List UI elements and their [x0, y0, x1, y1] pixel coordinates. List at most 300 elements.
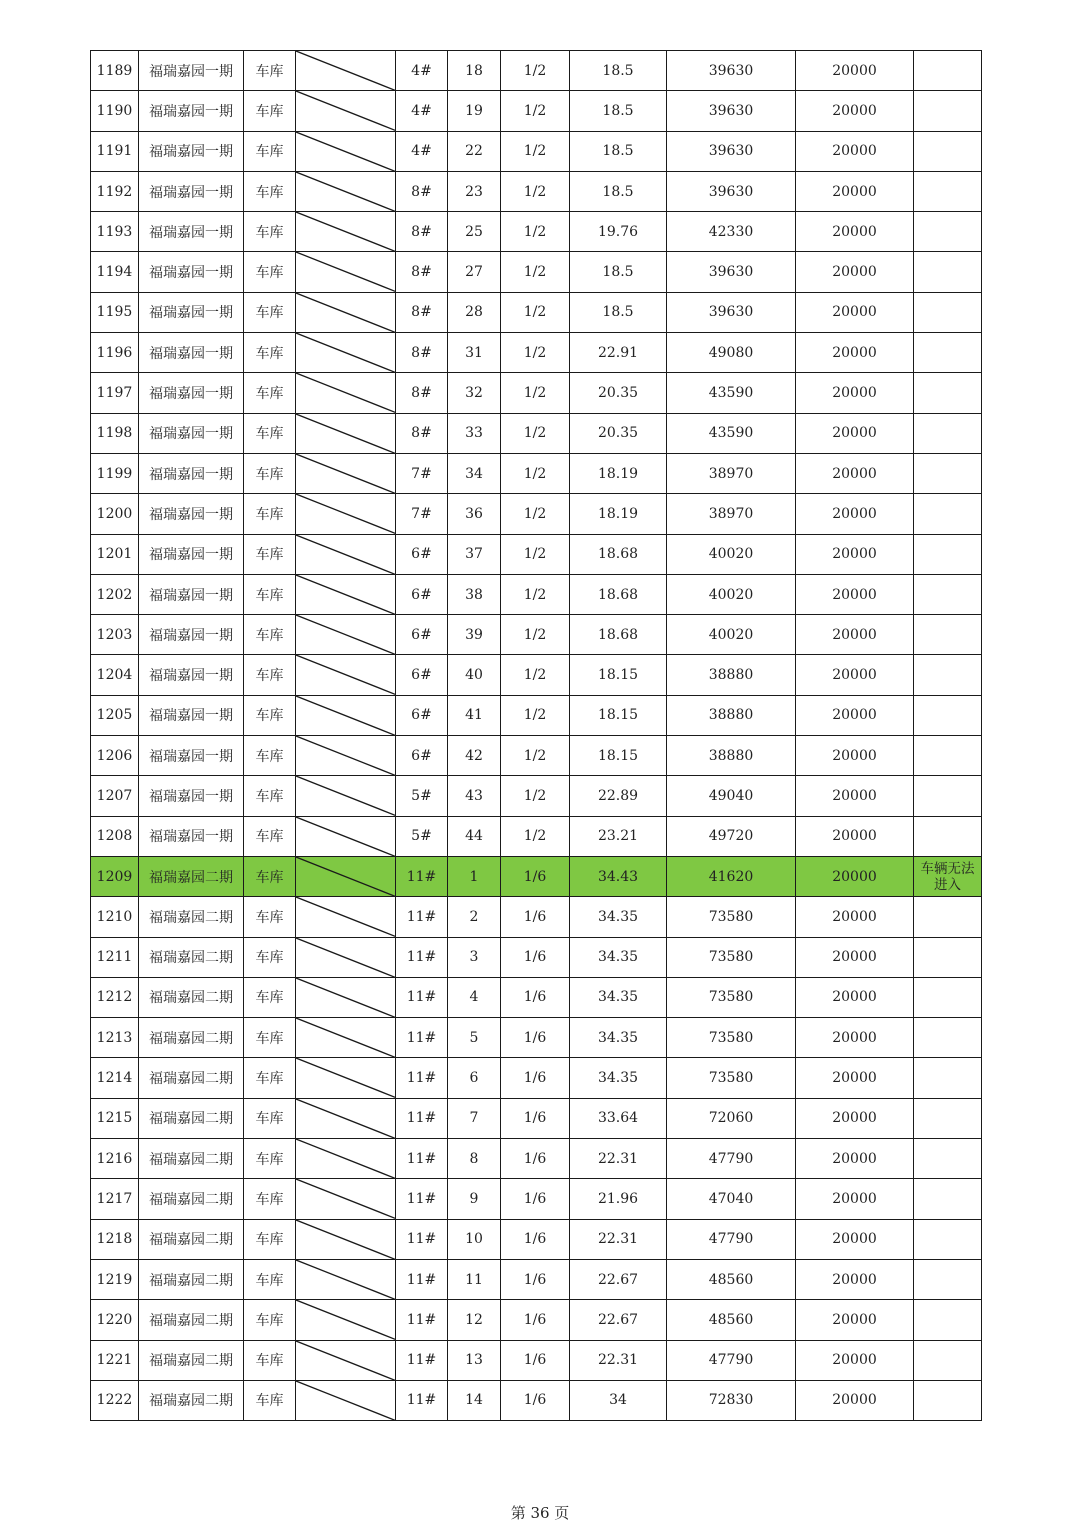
area-cell: 18.15: [570, 695, 667, 735]
share-ratio-cell: 1/6: [501, 937, 570, 977]
property-table: [90, 50, 982, 1421]
row-number-cell: 1190: [91, 91, 139, 131]
building-number-cell: 8#: [396, 333, 448, 373]
share-ratio-cell: 1/2: [501, 212, 570, 252]
area-cell: 22.89: [570, 776, 667, 816]
share-ratio-cell: 1/2: [501, 373, 570, 413]
building-number-cell: 5#: [396, 816, 448, 856]
property-type-cell: 车库: [244, 252, 296, 292]
blank-diagonal-cell: [296, 776, 396, 816]
community-name-cell: 福瑞嘉园二期: [139, 1259, 244, 1299]
diagonal-line: [296, 172, 395, 211]
area-cell: 20.35: [570, 373, 667, 413]
share-ratio-cell: 1/2: [501, 494, 570, 534]
diagonal-line: [296, 414, 395, 453]
community-name-cell: 福瑞嘉园二期: [139, 937, 244, 977]
diagonal-line: [296, 1058, 395, 1097]
building-number-cell: 6#: [396, 736, 448, 776]
page-number: 第 36 页: [510, 1504, 570, 1522]
table-row: [91, 776, 982, 816]
unit-number-cell: 14: [448, 1380, 501, 1420]
area-cell: 18.19: [570, 494, 667, 534]
share-ratio-cell: 1/6: [501, 1098, 570, 1138]
remark-cell: [914, 453, 982, 493]
blank-diagonal-cell: [296, 131, 396, 171]
table-row: [91, 91, 982, 131]
table-row: [91, 333, 982, 373]
remark-cell: [914, 937, 982, 977]
remark-cell: [914, 373, 982, 413]
property-type-cell: 车库: [244, 131, 296, 171]
row-number-cell: 1193: [91, 212, 139, 252]
property-type-cell: 车库: [244, 816, 296, 856]
community-name-cell: 福瑞嘉园一期: [139, 816, 244, 856]
remark-cell: [914, 413, 982, 453]
remark-cell: [914, 534, 982, 574]
row-number-cell: 1192: [91, 171, 139, 211]
appraised-price-cell: 73580: [667, 1018, 796, 1058]
diagonal-line: [296, 132, 395, 171]
table-row: [91, 695, 982, 735]
property-type-cell: 车库: [244, 856, 296, 896]
unit-number-cell: 2: [448, 897, 501, 937]
blank-diagonal-cell: [296, 171, 396, 211]
building-number-cell: 11#: [396, 856, 448, 896]
table-row: [91, 252, 982, 292]
row-number-cell: 1204: [91, 655, 139, 695]
property-type-cell: 车库: [244, 212, 296, 252]
row-number-cell: 1198: [91, 413, 139, 453]
diagonal-line: [296, 1341, 395, 1380]
area-cell: 34: [570, 1380, 667, 1420]
blank-diagonal-cell: [296, 1139, 396, 1179]
appraised-price-cell: 72060: [667, 1098, 796, 1138]
community-name-cell: 福瑞嘉园二期: [139, 1380, 244, 1420]
table-row: [91, 453, 982, 493]
appraised-price-cell: 38970: [667, 453, 796, 493]
appraised-price-cell: 42330: [667, 212, 796, 252]
table-row: [91, 171, 982, 211]
blank-diagonal-cell: [296, 977, 396, 1017]
diagonal-line: [296, 1018, 395, 1057]
table-row: [91, 897, 982, 937]
community-name-cell: 福瑞嘉园二期: [139, 1058, 244, 1098]
table-row: [91, 1139, 982, 1179]
share-ratio-cell: 1/2: [501, 534, 570, 574]
row-number-cell: 1208: [91, 816, 139, 856]
property-type-cell: 车库: [244, 1219, 296, 1259]
remark-cell: [914, 333, 982, 373]
share-ratio-cell: 1/6: [501, 897, 570, 937]
diagonal-line: [296, 1179, 395, 1218]
building-number-cell: 8#: [396, 413, 448, 453]
diagonal-line: [296, 373, 395, 412]
appraised-price-cell: 73580: [667, 897, 796, 937]
diagonal-line: [296, 1260, 395, 1299]
area-cell: 34.35: [570, 1018, 667, 1058]
share-ratio-cell: 1/6: [501, 1179, 570, 1219]
blank-diagonal-cell: [296, 615, 396, 655]
property-type-cell: 车库: [244, 1058, 296, 1098]
diagonal-line: [296, 333, 395, 372]
unit-number-cell: 36: [448, 494, 501, 534]
area-cell: 18.5: [570, 51, 667, 91]
deposit-cell: 20000: [796, 494, 914, 534]
community-name-cell: 福瑞嘉园一期: [139, 615, 244, 655]
property-type-cell: 车库: [244, 413, 296, 453]
building-number-cell: 7#: [396, 494, 448, 534]
appraised-price-cell: 72830: [667, 1380, 796, 1420]
property-type-cell: 车库: [244, 655, 296, 695]
remark-cell: [914, 1098, 982, 1138]
building-number-cell: 11#: [396, 1259, 448, 1299]
diagonal-line: [296, 817, 395, 856]
row-number-cell: 1210: [91, 897, 139, 937]
community-name-cell: 福瑞嘉园二期: [139, 1139, 244, 1179]
row-number-cell: 1216: [91, 1139, 139, 1179]
deposit-cell: 20000: [796, 413, 914, 453]
blank-diagonal-cell: [296, 494, 396, 534]
property-type-cell: 车库: [244, 1380, 296, 1420]
row-number-cell: 1213: [91, 1018, 139, 1058]
row-number-cell: 1194: [91, 252, 139, 292]
share-ratio-cell: 1/2: [501, 816, 570, 856]
building-number-cell: 8#: [396, 292, 448, 332]
area-cell: 18.5: [570, 131, 667, 171]
unit-number-cell: 37: [448, 534, 501, 574]
building-number-cell: 11#: [396, 1300, 448, 1340]
share-ratio-cell: 1/6: [501, 1139, 570, 1179]
unit-number-cell: 32: [448, 373, 501, 413]
row-number-cell: 1218: [91, 1219, 139, 1259]
share-ratio-cell: 1/2: [501, 615, 570, 655]
property-type-cell: 车库: [244, 937, 296, 977]
deposit-cell: 20000: [796, 1219, 914, 1259]
building-number-cell: 8#: [396, 252, 448, 292]
community-name-cell: 福瑞嘉园一期: [139, 695, 244, 735]
area-cell: 22.91: [570, 333, 667, 373]
share-ratio-cell: 1/2: [501, 574, 570, 614]
deposit-cell: 20000: [796, 1380, 914, 1420]
unit-number-cell: 27: [448, 252, 501, 292]
community-name-cell: 福瑞嘉园一期: [139, 252, 244, 292]
appraised-price-cell: 43590: [667, 413, 796, 453]
building-number-cell: 8#: [396, 171, 448, 211]
diagonal-line: [296, 454, 395, 493]
deposit-cell: 20000: [796, 615, 914, 655]
unit-number-cell: 39: [448, 615, 501, 655]
blank-diagonal-cell: [296, 1058, 396, 1098]
property-type-cell: 车库: [244, 1300, 296, 1340]
blank-diagonal-cell: [296, 655, 396, 695]
deposit-cell: 20000: [796, 212, 914, 252]
row-number-cell: 1217: [91, 1179, 139, 1219]
row-number-cell: 1199: [91, 453, 139, 493]
community-name-cell: 福瑞嘉园二期: [139, 1340, 244, 1380]
community-name-cell: 福瑞嘉园一期: [139, 91, 244, 131]
row-number-cell: 1211: [91, 937, 139, 977]
building-number-cell: 4#: [396, 51, 448, 91]
unit-number-cell: 40: [448, 655, 501, 695]
property-type-cell: 车库: [244, 51, 296, 91]
appraised-price-cell: 48560: [667, 1300, 796, 1340]
property-type-cell: 车库: [244, 1098, 296, 1138]
appraised-price-cell: 47040: [667, 1179, 796, 1219]
community-name-cell: 福瑞嘉园一期: [139, 212, 244, 252]
diagonal-line: [296, 1099, 395, 1138]
appraised-price-cell: 73580: [667, 977, 796, 1017]
appraised-price-cell: 49720: [667, 816, 796, 856]
area-cell: 22.67: [570, 1259, 667, 1299]
diagonal-line: [296, 575, 395, 614]
blank-diagonal-cell: [296, 736, 396, 776]
remark-cell: [914, 1179, 982, 1219]
building-number-cell: 11#: [396, 937, 448, 977]
deposit-cell: 20000: [796, 534, 914, 574]
unit-number-cell: 42: [448, 736, 501, 776]
blank-diagonal-cell: [296, 937, 396, 977]
diagonal-line: [296, 494, 395, 533]
remark-cell: [914, 897, 982, 937]
remark-cell: [914, 131, 982, 171]
row-number-cell: 1203: [91, 615, 139, 655]
unit-number-cell: 23: [448, 171, 501, 211]
share-ratio-cell: 1/2: [501, 655, 570, 695]
building-number-cell: 11#: [396, 1018, 448, 1058]
share-ratio-cell: 1/2: [501, 776, 570, 816]
appraised-price-cell: 40020: [667, 534, 796, 574]
area-cell: 22.31: [570, 1219, 667, 1259]
diagonal-line: [296, 1381, 395, 1420]
deposit-cell: 20000: [796, 695, 914, 735]
building-number-cell: 11#: [396, 1139, 448, 1179]
share-ratio-cell: 1/6: [501, 1018, 570, 1058]
table-row: [91, 937, 982, 977]
appraised-price-cell: 47790: [667, 1139, 796, 1179]
blank-diagonal-cell: [296, 91, 396, 131]
diagonal-line: [296, 1300, 395, 1339]
row-number-cell: 1206: [91, 736, 139, 776]
property-type-cell: 车库: [244, 736, 296, 776]
table-row: [91, 1340, 982, 1380]
property-type-cell: 车库: [244, 574, 296, 614]
table-row: [91, 736, 982, 776]
remark-cell: [914, 494, 982, 534]
diagonal-line: [296, 252, 395, 291]
remark-cell: [914, 655, 982, 695]
row-number-cell: 1200: [91, 494, 139, 534]
community-name-cell: 福瑞嘉园一期: [139, 373, 244, 413]
deposit-cell: 20000: [796, 171, 914, 211]
remark-cell: [914, 695, 982, 735]
table-row: [91, 1018, 982, 1058]
blank-diagonal-cell: [296, 856, 396, 896]
appraised-price-cell: 49040: [667, 776, 796, 816]
area-cell: 34.35: [570, 977, 667, 1017]
deposit-cell: 20000: [796, 292, 914, 332]
area-cell: 22.67: [570, 1300, 667, 1340]
blank-diagonal-cell: [296, 1259, 396, 1299]
area-cell: 23.21: [570, 816, 667, 856]
unit-number-cell: 34: [448, 453, 501, 493]
building-number-cell: 11#: [396, 1098, 448, 1138]
diagonal-line: [296, 776, 395, 815]
building-number-cell: 8#: [396, 373, 448, 413]
building-number-cell: 4#: [396, 91, 448, 131]
deposit-cell: 20000: [796, 655, 914, 695]
share-ratio-cell: 1/2: [501, 51, 570, 91]
deposit-cell: 20000: [796, 856, 914, 896]
building-number-cell: 6#: [396, 574, 448, 614]
remark-cell: [914, 615, 982, 655]
diagonal-line: [296, 655, 395, 694]
deposit-cell: 20000: [796, 1018, 914, 1058]
table-row: [91, 1058, 982, 1098]
property-type-cell: 车库: [244, 977, 296, 1017]
building-number-cell: 6#: [396, 695, 448, 735]
property-type-cell: 车库: [244, 615, 296, 655]
blank-diagonal-cell: [296, 1179, 396, 1219]
share-ratio-cell: 1/2: [501, 171, 570, 211]
table-row: [91, 1179, 982, 1219]
appraised-price-cell: 73580: [667, 1058, 796, 1098]
remark-cell: [914, 292, 982, 332]
appraised-price-cell: 73580: [667, 937, 796, 977]
property-type-cell: 车库: [244, 1139, 296, 1179]
share-ratio-cell: 1/2: [501, 695, 570, 735]
building-number-cell: 4#: [396, 131, 448, 171]
row-number-cell: 1201: [91, 534, 139, 574]
remark-cell: [914, 1058, 982, 1098]
blank-diagonal-cell: [296, 534, 396, 574]
deposit-cell: 20000: [796, 897, 914, 937]
share-ratio-cell: 1/6: [501, 1219, 570, 1259]
unit-number-cell: 7: [448, 1098, 501, 1138]
property-type-cell: 车库: [244, 1179, 296, 1219]
share-ratio-cell: 1/2: [501, 736, 570, 776]
deposit-cell: 20000: [796, 816, 914, 856]
table-row: [91, 494, 982, 534]
row-number-cell: 1219: [91, 1259, 139, 1299]
blank-diagonal-cell: [296, 212, 396, 252]
building-number-cell: 7#: [396, 453, 448, 493]
diagonal-line: [296, 615, 395, 654]
unit-number-cell: 8: [448, 1139, 501, 1179]
remark-cell: [914, 252, 982, 292]
community-name-cell: 福瑞嘉园一期: [139, 574, 244, 614]
unit-number-cell: 5: [448, 1018, 501, 1058]
remark-cell: [914, 1018, 982, 1058]
property-type-cell: 车库: [244, 1340, 296, 1380]
diagonal-line: [296, 897, 395, 936]
row-number-cell: 1215: [91, 1098, 139, 1138]
blank-diagonal-cell: [296, 1340, 396, 1380]
community-name-cell: 福瑞嘉园一期: [139, 51, 244, 91]
unit-number-cell: 19: [448, 91, 501, 131]
table-row: [91, 615, 982, 655]
appraised-price-cell: 49080: [667, 333, 796, 373]
blank-diagonal-cell: [296, 333, 396, 373]
area-cell: 34.35: [570, 937, 667, 977]
share-ratio-cell: 1/2: [501, 91, 570, 131]
community-name-cell: 福瑞嘉园一期: [139, 292, 244, 332]
share-ratio-cell: 1/2: [501, 131, 570, 171]
unit-number-cell: 6: [448, 1058, 501, 1098]
unit-number-cell: 25: [448, 212, 501, 252]
table-row: [91, 131, 982, 171]
row-number-cell: 1202: [91, 574, 139, 614]
row-number-cell: 1212: [91, 977, 139, 1017]
area-cell: 20.35: [570, 413, 667, 453]
diagonal-line: [296, 212, 395, 251]
table-row: [91, 1300, 982, 1340]
deposit-cell: 20000: [796, 776, 914, 816]
area-cell: 19.76: [570, 212, 667, 252]
community-name-cell: 福瑞嘉园二期: [139, 856, 244, 896]
deposit-cell: 20000: [796, 91, 914, 131]
area-cell: 22.31: [570, 1340, 667, 1380]
table-row: [91, 574, 982, 614]
appraised-price-cell: 39630: [667, 292, 796, 332]
diagonal-line: [296, 1220, 395, 1259]
blank-diagonal-cell: [296, 695, 396, 735]
row-number-cell: 1221: [91, 1340, 139, 1380]
remark-cell: [914, 776, 982, 816]
remark-cell: [914, 1300, 982, 1340]
blank-diagonal-cell: [296, 816, 396, 856]
table-row: [91, 856, 982, 896]
appraised-price-cell: 40020: [667, 574, 796, 614]
area-cell: 18.5: [570, 171, 667, 211]
building-number-cell: 11#: [396, 977, 448, 1017]
deposit-cell: 20000: [796, 1179, 914, 1219]
remark-cell: 车辆无法进入: [914, 856, 982, 896]
unit-number-cell: 9: [448, 1179, 501, 1219]
unit-number-cell: 10: [448, 1219, 501, 1259]
building-number-cell: 6#: [396, 615, 448, 655]
unit-number-cell: 3: [448, 937, 501, 977]
blank-diagonal-cell: [296, 1380, 396, 1420]
unit-number-cell: 1: [448, 856, 501, 896]
row-number-cell: 1196: [91, 333, 139, 373]
community-name-cell: 福瑞嘉园二期: [139, 1179, 244, 1219]
table-row: [91, 212, 982, 252]
building-number-cell: 11#: [396, 1058, 448, 1098]
area-cell: 18.19: [570, 453, 667, 493]
area-cell: 18.68: [570, 534, 667, 574]
unit-number-cell: 41: [448, 695, 501, 735]
building-number-cell: 11#: [396, 1219, 448, 1259]
community-name-cell: 福瑞嘉园二期: [139, 1018, 244, 1058]
community-name-cell: 福瑞嘉园一期: [139, 736, 244, 776]
row-number-cell: 1209: [91, 856, 139, 896]
property-type-cell: 车库: [244, 1259, 296, 1299]
remark-cell: [914, 171, 982, 211]
community-name-cell: 福瑞嘉园一期: [139, 171, 244, 211]
deposit-cell: 20000: [796, 333, 914, 373]
property-type-cell: 车库: [244, 91, 296, 131]
unit-number-cell: 31: [448, 333, 501, 373]
property-type-cell: 车库: [244, 373, 296, 413]
area-cell: 18.68: [570, 574, 667, 614]
diagonal-line: [296, 938, 395, 977]
unit-number-cell: 43: [448, 776, 501, 816]
deposit-cell: 20000: [796, 1340, 914, 1380]
deposit-cell: 20000: [796, 51, 914, 91]
remark-cell: [914, 816, 982, 856]
share-ratio-cell: 1/6: [501, 1340, 570, 1380]
unit-number-cell: 18: [448, 51, 501, 91]
